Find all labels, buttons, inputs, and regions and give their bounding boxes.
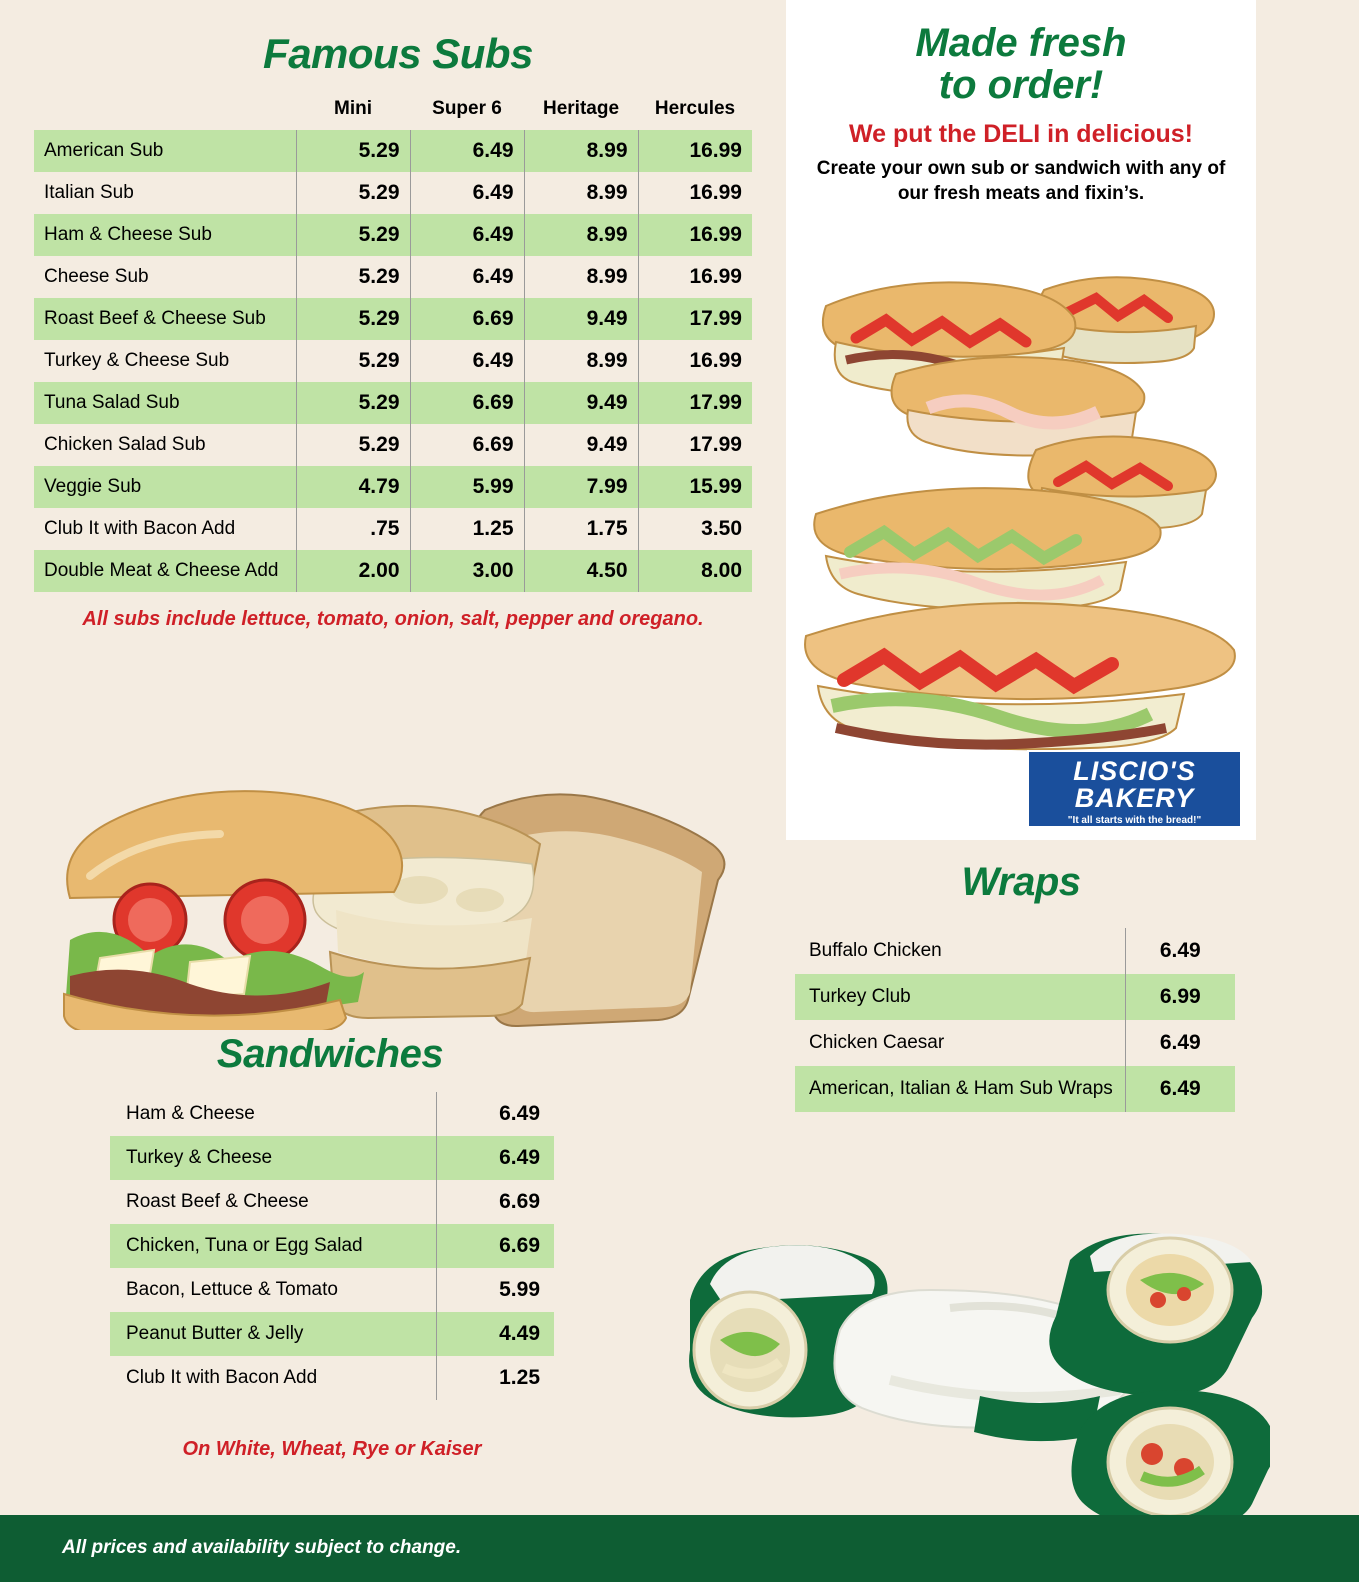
table-row bbox=[34, 256, 752, 298]
table-row bbox=[34, 424, 752, 466]
item-price-super6: 6.69 bbox=[410, 298, 524, 340]
item-name: Chicken Salad Sub bbox=[44, 434, 206, 455]
item-price-mini: .75 bbox=[296, 508, 410, 550]
item-name: Club It with Bacon Add bbox=[126, 1367, 318, 1388]
item-price-super6: 6.49 bbox=[410, 214, 524, 256]
item-price-super6: 6.49 bbox=[410, 256, 524, 298]
item-name: Double Meat & Cheese Add bbox=[34, 550, 296, 592]
item-name: American Sub bbox=[34, 130, 296, 172]
famous-subs-table bbox=[34, 92, 752, 592]
item-price-hercules: 17.99 bbox=[638, 298, 752, 340]
item-name: American, Italian & Ham Sub Wraps bbox=[795, 1066, 1125, 1112]
table-row bbox=[110, 1312, 554, 1356]
item-price-heritage: 8.99 bbox=[524, 340, 638, 382]
item-price-heritage: 7.99 bbox=[524, 466, 638, 508]
item-name: Tuna Salad Sub bbox=[34, 382, 296, 424]
item-price-super6: 6.49 bbox=[410, 130, 524, 172]
item-price-heritage: 9.49 bbox=[524, 298, 638, 340]
wraps-table bbox=[795, 928, 1235, 1112]
table-row bbox=[34, 172, 752, 214]
column-header-heritage: Heritage bbox=[542, 98, 620, 119]
item-price-hercules: 16.99 bbox=[638, 256, 752, 298]
item-price: 6.49 bbox=[436, 1136, 554, 1180]
item-name: Ham & Cheese Sub bbox=[34, 214, 296, 256]
item-price-heritage: 8.99 bbox=[524, 214, 638, 256]
item-price-hercules: 15.99 bbox=[638, 466, 752, 508]
item-price-mini: 5.29 bbox=[296, 424, 410, 466]
table-row bbox=[795, 974, 1235, 1020]
column-header-hercules: Hercules bbox=[654, 98, 736, 119]
item-name: Turkey & Cheese Sub bbox=[44, 350, 230, 371]
item-price-super6: 6.49 bbox=[410, 172, 524, 214]
item-price-heritage: 8.99 bbox=[524, 172, 638, 214]
item-price-hercules: 17.99 bbox=[638, 382, 752, 424]
table-row bbox=[110, 1268, 554, 1312]
item-price-mini: 2.00 bbox=[296, 550, 410, 592]
logo-line-2: BAKERY bbox=[1074, 783, 1195, 813]
item-price-super6: 6.49 bbox=[410, 340, 524, 382]
item-price-hercules: 16.99 bbox=[638, 214, 752, 256]
item-name: Ham & Cheese bbox=[126, 1103, 255, 1124]
column-header-mini: Mini bbox=[334, 98, 372, 119]
table-row bbox=[34, 214, 752, 256]
item-price-heritage: 4.50 bbox=[524, 550, 638, 592]
sandwiches-note: On White, Wheat, Rye or Kaiser bbox=[182, 1438, 482, 1460]
item-price: 6.49 bbox=[436, 1092, 554, 1136]
item-price: 4.49 bbox=[436, 1312, 554, 1356]
table-row bbox=[34, 130, 752, 172]
table-row bbox=[110, 1180, 554, 1224]
item-name: Chicken Caesar bbox=[809, 1032, 945, 1053]
item-name: Chicken, Tuna or Egg Salad bbox=[110, 1224, 436, 1268]
item-name: Turkey Club bbox=[795, 974, 1125, 1020]
famous-subs-title: Famous Subs bbox=[263, 30, 533, 77]
table-row bbox=[110, 1092, 554, 1136]
wraps-title: Wraps bbox=[961, 860, 1081, 904]
item-price: 1.25 bbox=[436, 1356, 554, 1400]
item-price-heritage: 8.99 bbox=[524, 256, 638, 298]
table-row bbox=[110, 1224, 554, 1268]
item-price-mini: 5.29 bbox=[296, 340, 410, 382]
item-name: Club It with Bacon Add bbox=[44, 518, 236, 539]
table-row bbox=[34, 340, 752, 382]
deli-tagline: We put the DELI in delicious! bbox=[849, 120, 1193, 148]
item-price-super6: 3.00 bbox=[410, 550, 524, 592]
made-fresh-line1: Made fresh bbox=[915, 21, 1127, 65]
table-row bbox=[34, 298, 752, 340]
table-row bbox=[795, 928, 1235, 974]
table-row bbox=[34, 550, 752, 592]
item-price-heritage: 8.99 bbox=[524, 130, 638, 172]
item-price-super6: 5.99 bbox=[410, 466, 524, 508]
item-price-mini: 5.29 bbox=[296, 214, 410, 256]
item-price-super6: 6.69 bbox=[410, 382, 524, 424]
liscios-bakery-logo bbox=[1027, 750, 1242, 828]
table-row bbox=[34, 466, 752, 508]
item-name: Peanut Butter & Jelly bbox=[110, 1312, 436, 1356]
item-price: 6.69 bbox=[436, 1224, 554, 1268]
create-your-own-text: Create your own sub or sandwich with any of our fresh meats and fixin’s. bbox=[816, 158, 1226, 204]
item-price: 6.49 bbox=[1125, 1020, 1235, 1066]
item-price: 6.99 bbox=[1125, 974, 1235, 1020]
item-name: Veggie Sub bbox=[34, 466, 296, 508]
item-price-heritage: 9.49 bbox=[524, 424, 638, 466]
footer-disclaimer: All prices and availability subject to change. bbox=[62, 1537, 462, 1558]
table-row bbox=[34, 382, 752, 424]
item-name: Italian Sub bbox=[44, 182, 134, 203]
logo-tagline: "It all starts with the bread!" bbox=[1067, 815, 1202, 826]
item-price-heritage: 9.49 bbox=[524, 382, 638, 424]
column-header-name bbox=[34, 92, 296, 130]
item-price: 5.99 bbox=[436, 1268, 554, 1312]
table-row bbox=[795, 1066, 1235, 1112]
item-name: Bacon, Lettuce & Tomato bbox=[126, 1279, 338, 1300]
table-row bbox=[110, 1136, 554, 1180]
footer-bar bbox=[0, 1515, 1359, 1582]
subs-stack-photo bbox=[796, 250, 1246, 780]
item-price-hercules: 8.00 bbox=[638, 550, 752, 592]
sandwiches-title: Sandwiches bbox=[216, 1032, 444, 1076]
item-price-hercules: 17.99 bbox=[638, 424, 752, 466]
table-row bbox=[795, 1020, 1235, 1066]
table-row bbox=[34, 508, 752, 550]
item-price-mini: 4.79 bbox=[296, 466, 410, 508]
made-fresh-title bbox=[786, 22, 1256, 106]
right-edge-strip bbox=[1256, 0, 1359, 1515]
made-fresh-panel bbox=[786, 0, 1256, 840]
sandwiches-table bbox=[110, 1092, 554, 1400]
table-header-row bbox=[34, 92, 752, 130]
item-name: Cheese Sub bbox=[44, 266, 149, 287]
item-price-hercules: 3.50 bbox=[638, 508, 752, 550]
wraps-photo bbox=[650, 1180, 1270, 1520]
item-price: 6.49 bbox=[1125, 1066, 1235, 1112]
item-price-hercules: 16.99 bbox=[638, 172, 752, 214]
made-fresh-line2: to order! bbox=[938, 63, 1104, 107]
item-price-super6: 6.69 bbox=[410, 424, 524, 466]
item-name: Turkey & Cheese bbox=[110, 1136, 436, 1180]
table-row bbox=[110, 1356, 554, 1400]
item-price-mini: 5.29 bbox=[296, 382, 410, 424]
item-name: Buffalo Chicken bbox=[809, 940, 942, 961]
item-price-hercules: 16.99 bbox=[638, 130, 752, 172]
subs-note: All subs include lettuce, tomato, onion, salt, pepper and oregano. bbox=[82, 608, 704, 630]
item-price-mini: 5.29 bbox=[296, 172, 410, 214]
sandwich-photo bbox=[30, 780, 730, 1030]
logo-line-1: LISCIO'S bbox=[1073, 756, 1196, 786]
item-price-mini: 5.29 bbox=[296, 298, 410, 340]
item-price-mini: 5.29 bbox=[296, 130, 410, 172]
item-price: 6.49 bbox=[1125, 928, 1235, 974]
column-header-super6: Super 6 bbox=[432, 98, 502, 119]
item-name: Roast Beef & Cheese Sub bbox=[34, 298, 296, 340]
item-name: Roast Beef & Cheese bbox=[126, 1191, 309, 1212]
item-price-heritage: 1.75 bbox=[524, 508, 638, 550]
item-price-mini: 5.29 bbox=[296, 256, 410, 298]
item-price-hercules: 16.99 bbox=[638, 340, 752, 382]
item-price: 6.69 bbox=[436, 1180, 554, 1224]
item-price-super6: 1.25 bbox=[410, 508, 524, 550]
